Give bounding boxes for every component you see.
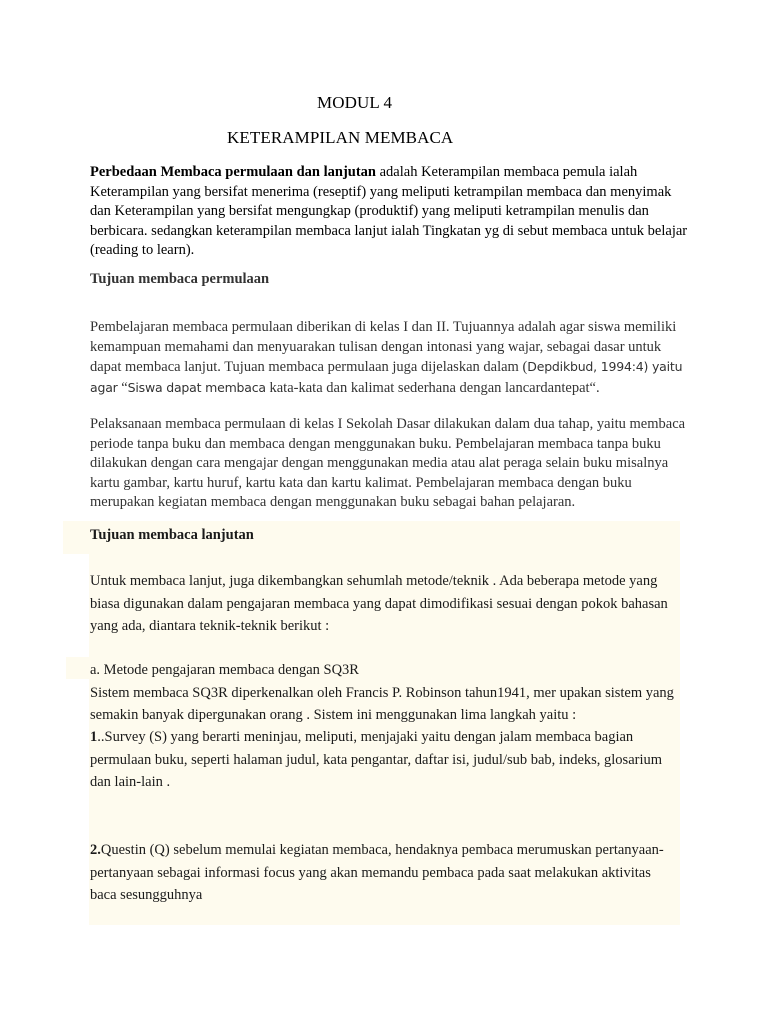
- step1-text: ..Survey (S) yang berarti meninjau, meliputi, menjajaki yaitu dengan jalam membaca bagian permulaan buku, seperti halaman judul, kata pengantar, daftar isi, judul/sub bab, indeks, glosarium dan lain-lain .: [90, 729, 663, 790]
- para1-part-b: Depdikbud, 1994:4) yaitu agar: [90, 359, 683, 395]
- intro-lead: Perbedaan Membaca permulaan dan lanjutan: [90, 164, 376, 180]
- highlight-tab-top: [63, 521, 90, 554]
- para1-part-f: “.: [589, 379, 600, 396]
- lanjutan-para1-text: Untuk membaca lanjut, juga dikembangkan sehumlah metode/teknik . Ada beberapa metode yang biasa digunakan dalam pengajaran membaca yang dapat dimodifikasi sesuai dengan pokok bahasan yang ada, diantara teknik-teknik berikut :: [90, 573, 668, 634]
- intro-text: adalah Keterampilan membaca pemula ialah Keterampilan yang bersifat menerima (reseptif) yang meliputi ketrampilan membaca dan menyimak dan Keterampilan yang bersifat mengungkap (produktif) yang meliputi ketrampilan menulis dan berbicara. sedangkan keterampilan membaca lanjut ialah Tingkatan yg di sebut membaca untuk belajar (reading to learn).: [90, 164, 688, 259]
- paragraph-step-2: [90, 839, 675, 907]
- heading-tujuan-lanjutan: Tujuan membaca lanjutan: [90, 527, 254, 543]
- paragraph-lanjutan-1: [90, 570, 675, 638]
- paragraph-permulaan-1: [90, 318, 690, 398]
- heading-tujuan-permulaan: Tujuan membaca permulaan: [90, 271, 270, 287]
- para2-text: Pelaksanaan membaca permulaan di kelas I Sekolah Dasar dilakukan dalam dua tahap, yaitu membaca periode tanpa buku dan membaca dengan menggunakan buku. Pembelajaran membaca tanpa buku dilakukan dengan cara mengajar dengan menggunakan media atau alat peraga selain buku misalnya kartu gambar, kartu huruf, kartu kata dan kartu kalimat. Pembelajaran membaca dengan buku merupakan kegiatan membaca dengan menggunakan buku sebagai bahan pelajaran.: [90, 416, 686, 511]
- para1-part-d: Siswa dapat membaca: [127, 379, 266, 395]
- item-a-title: a. Metode pengajaran membaca dengan SQ3R: [90, 662, 359, 678]
- module-subtitle: KETERAMPILAN MEMBACA: [227, 128, 454, 147]
- module-title: MODUL 4: [317, 93, 393, 112]
- para1-part-a: Pembelajaran membaca permulaan diberikan di kelas I dan II. Tujuannya adalah agar siswa memiliki kemampuan memahami dan menyuarakan tulisan dengan intonasi yang wajar, sebagai dasar untuk dapat membaca lanjut. Tujuan membaca permulaan juga dijelaskan dalam (: [90, 319, 677, 376]
- paragraph-sq3r: [90, 659, 675, 727]
- intro-paragraph: [90, 163, 690, 261]
- item-a-description: Sistem membaca SQ3R diperkenalkan oleh Francis P. Robinson tahun1941, mer upakan sistem yang semakin banyak dipergunakan orang . Sistem ini menggunakan lima langkah yaitu :: [90, 684, 674, 723]
- step2-text: Questin (Q) sebelum memulai kegiatan membaca, hendaknya pembaca merumuskan pertanyaan-pertanyaan sebagai informasi focus yang akan memandu pembaca pada saat melakukan aktivitas baca sesungguhnya: [90, 842, 664, 903]
- paragraph-permulaan-2: [90, 415, 690, 513]
- para1-part-c: “: [117, 379, 128, 396]
- step1-number: 1: [90, 729, 98, 745]
- highlight-tab-mid: [66, 657, 90, 679]
- step2-number: 2.: [90, 842, 101, 858]
- paragraph-step-1: [90, 726, 675, 794]
- para1-part-e: kata-kata dan kalimat sederhana dengan lancardantepat: [265, 379, 590, 396]
